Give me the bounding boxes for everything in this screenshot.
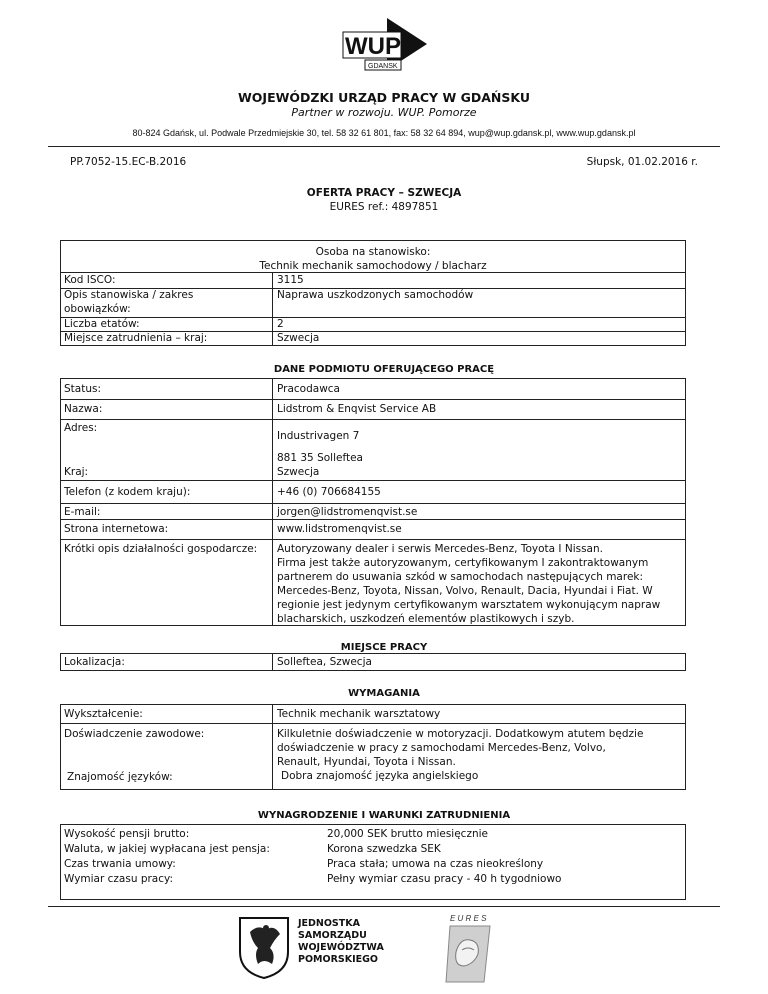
education-value: Technik mechanik warsztatowy: [277, 708, 441, 720]
isco-value: 3115: [277, 274, 304, 286]
location-label: Lokalizacja:: [64, 656, 125, 668]
working-time-label: Wymiar czasu pracy:: [64, 873, 174, 885]
org-name: WOJEWÓDZKI URZĄD PRACY W GDAŃSKU: [238, 90, 530, 105]
column-divider: [272, 654, 273, 670]
row-divider: [61, 539, 685, 540]
column-divider: [272, 705, 273, 789]
employer-heading: DANE PODMIOTU OFERUJĄCEGO PRACĘ: [273, 364, 495, 375]
email-label: E-mail:: [64, 506, 101, 518]
experience-label: Doświadczenie zawodowe:: [64, 728, 205, 740]
row-divider: [61, 503, 685, 504]
isco-label: Kod ISCO:: [64, 274, 116, 286]
contract-duration-label: Czas trwania umowy:: [64, 858, 176, 870]
company-name-value: Lidstrom & Enqvist Service AB: [277, 403, 437, 415]
email-value[interactable]: jorgen@lidstromenqvist.se: [277, 506, 418, 518]
logo-text: WUP: [345, 33, 401, 60]
workplace-heading: MIEJSCE PRACY: [340, 642, 428, 653]
row-divider: [61, 399, 685, 400]
positions-count-value: 2: [277, 318, 284, 330]
salary-amount-label: Wysokość pensji brutto:: [64, 828, 190, 840]
region-authority-text: JEDNOSTKA SAMORZĄDU WOJEWÓDZTWA POMORSKIEGO: [298, 918, 384, 965]
salary-table: [60, 824, 686, 900]
website-label: Strona internetowa:: [64, 523, 169, 535]
duties-value: Naprawa uszkodzonych samochodów: [277, 289, 474, 301]
place-date: Słupsk, 01.02.2016 r.: [586, 156, 698, 168]
row-divider: [61, 480, 685, 481]
company-name-label: Nazwa:: [64, 403, 103, 415]
employer-table: [60, 378, 686, 626]
row-divider: [61, 519, 685, 520]
position-job-title: Technik mechanik samochodowy / blacharz: [259, 260, 487, 272]
currency-label: Waluta, w jakiej wypłacana jest pensja:: [64, 843, 270, 855]
languages-value: Dobra znajomość języka angielskiego: [281, 770, 479, 782]
address-postal: 881 35 Solleftea: [277, 452, 363, 464]
salary-amount-value: 20,000 SEK brutto miesięcznie: [327, 828, 489, 840]
column-divider: [272, 379, 273, 625]
tagline: Partner w rozwoju. WUP. Pomorze: [291, 106, 477, 119]
eures-logo: [440, 912, 500, 984]
contact-address: 80-824 Gdańsk, ul. Podwale Przedmiejskie 30, tel. 58 32 61 801, fax: 58 32 64 894, wup@wup.gdansk.pl, www.wup.gdansk.pl: [132, 128, 636, 138]
country-value: Szwecja: [277, 466, 320, 478]
status-label: Status:: [64, 383, 101, 395]
status-value: Pracodawca: [277, 383, 340, 395]
requirements-table: [60, 704, 686, 790]
experience-value: Kilkuletnie doświadczenie w motoryzacji. Dodatkowym atutem będzie doświadczenie w pracy z samochodami Mercedes-Benz, Volvo, Renault, Hyundai, Toyota i Nissan.: [277, 728, 644, 768]
positions-count-label: Liczba etatów:: [64, 318, 140, 330]
offer-title: OFERTA PRACY – SZWECJA: [306, 187, 462, 199]
education-label: Wykształcenie:: [64, 708, 143, 720]
phone-label: Telefon (z kodem kraju):: [64, 486, 191, 498]
requirements-heading: WYMAGANIA: [348, 688, 420, 699]
document-reference: PP.7052-15.EC-B.2016: [70, 156, 187, 168]
description-label: Krótki opis działalności gospodarcze:: [64, 543, 258, 555]
footer-divider: [48, 906, 720, 907]
eures-ref: EURES ref.: 4897851: [329, 201, 439, 213]
row-divider: [61, 272, 685, 273]
address-label: Adres:: [64, 422, 98, 434]
wup-logo: [335, 14, 431, 76]
languages-label: Znajomość języków:: [67, 771, 173, 783]
phone-value: +46 (0) 706684155: [277, 486, 381, 498]
address-street: Industrivagen 7: [277, 430, 360, 442]
website-value[interactable]: www.lidstromenqvist.se: [277, 523, 402, 535]
row-divider: [61, 723, 685, 724]
eures-logo-text: E U R E S: [450, 914, 487, 923]
logo-subtext: GDANSK: [368, 63, 398, 70]
position-table: [60, 240, 686, 346]
header-divider: [48, 146, 720, 147]
duties-label: Opis stanowiska / zakres obowiązków:: [64, 289, 194, 315]
work-country-value: Szwecja: [277, 332, 320, 344]
position-heading: Osoba na stanowisko:: [315, 246, 431, 258]
working-time-value: Pełny wymiar czasu pracy - 40 h tygodniowo: [327, 873, 562, 885]
work-country-label: Miejsce zatrudnienia – kraj:: [64, 332, 208, 344]
row-divider: [61, 419, 685, 420]
workplace-table: [60, 653, 686, 671]
location-value: Solleftea, Szwecja: [277, 656, 372, 668]
contract-duration-value: Praca stała; umowa na czas nieokreślony: [327, 858, 544, 870]
column-divider: [272, 272, 273, 346]
pomorskie-crest-icon: [236, 914, 292, 980]
row-divider: [61, 317, 685, 318]
description-value: Autoryzowany dealer i serwis Mercedes-Benz, Toyota I Nissan. Firma jest także autoryzowanym, certyfikowanym I zakontraktowanym partnerem do usuwania szkód w samochodach następujących marek: Mercedes-Benz, Toyota, Nissan, Volvo, Renault, Dacia, Hyundai i Fiat. W regionie jest jedynym certyfikowanym warsztatem wykonującym napraw blacharskich, uszkodzeń elementów plastikowych i szyb.: [277, 543, 661, 625]
currency-value: Korona szwedzka SEK: [327, 843, 441, 855]
country-label: Kraj:: [64, 466, 89, 478]
salary-heading: WYNAGRODZENIE I WARUNKI ZATRUDNIENIA: [257, 810, 511, 821]
